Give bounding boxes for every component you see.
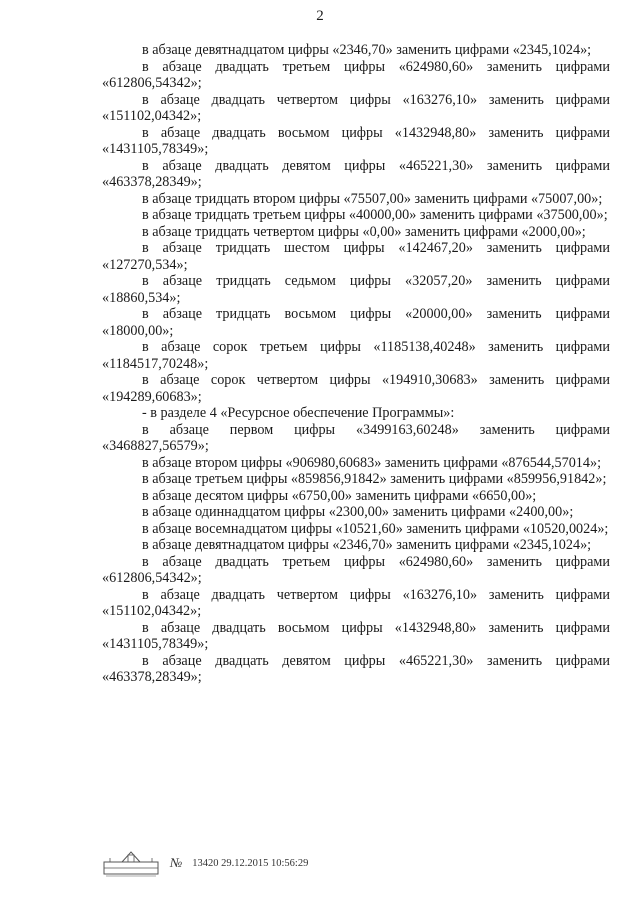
amendment-paragraph: в абзаце первом цифры «3499163,60248» заменить цифрами «3468827,56579»; [102,421,610,454]
amendment-paragraph: - в разделе 4 «Ресурсное обеспечение Программы»: [142,405,455,421]
amendment-paragraph: в абзаце двадцать девятом цифры «465221,30» заменить цифрами «463378,28349»; [102,652,610,685]
amendment-paragraph: в абзаце третьем цифры «859856,91842» заменить цифрами «859956,91842»; [142,471,607,487]
amendment-paragraph: в абзаце десятом цифры «6750,00» заменить цифрами «6650,00»; [142,487,537,504]
page-number: 2 [316,8,324,24]
amendment-paragraph: в абзаце двадцать третьем цифры «624980,60» заменить цифрами «612806,54342»; [102,58,610,91]
amendment-paragraph: в абзаце девятнадцатом цифры «2346,70» заменить цифрами «2345,1024»; [142,537,592,553]
amendment-paragraph: в абзаце сорок третьем цифры «1185138,40248» заменить цифрами «1184517,70248»; [102,339,610,372]
amendment-paragraph: в абзаце тридцать втором цифры «75507,00» заменить цифрами «75007,00»; [142,190,603,207]
amendment-paragraph: в абзаце двадцать девятом цифры «465221,30» заменить цифрами «463378,28349»; [102,157,610,190]
amendment-paragraph: в абзаце двадцать четвертом цифры «163276,10» заменить цифрами «151102,04342»; [102,91,610,124]
amendment-paragraph: в абзаце втором цифры «906980,60683» заменить цифрами «876544,57014»; [142,454,602,471]
amendment-paragraph: в абзаце тридцать третьем цифры «40000,00» заменить цифрами «37500,00»; [142,207,608,223]
document-body [102,42,610,686]
amendment-paragraph: в абзаце двадцать четвертом цифры «163276,10» заменить цифрами «151102,04342»; [102,586,610,619]
registration-mark: № [170,855,183,870]
amendment-paragraph: в абзаце тридцать восьмом цифры «20000,00» заменить цифрами «18000,00»; [102,306,610,339]
amendment-paragraph: в абзаце одиннадцатом цифры «2300,00» заменить цифрами «2400,00»; [142,504,574,520]
building-stamp-icon [102,848,160,878]
amendment-paragraph: в абзаце двадцать восьмом цифры «1432948,80» заменить цифрами «1431105,78349»; [102,124,610,157]
amendment-paragraph: в абзаце двадцать третьем цифры «624980,60» заменить цифрами «612806,54342»; [102,553,610,586]
amendment-paragraph: в абзаце двадцать восьмом цифры «1432948,80» заменить цифрами «1431105,78349»; [102,619,610,652]
amendment-paragraph: в абзаце девятнадцатом цифры «2346,70» заменить цифрами «2345,1024»; [142,42,592,58]
amendment-paragraph: в абзаце сорок четвертом цифры «194910,30683» заменить цифрами «194289,60683»; [102,372,610,405]
amendment-paragraph: в абзаце восемнадцатом цифры «10521,60» заменить цифрами «10520,0024»; [142,520,609,537]
registration-stamp: 13420 29.12.2015 10:56:29 [192,857,309,869]
footer-stamp [102,848,308,878]
amendment-paragraph: в абзаце тридцать шестом цифры «142467,20» заменить цифрами «127270,534»; [102,240,610,273]
amendment-paragraph: в абзаце тридцать седьмом цифры «32057,20» заменить цифрами «18860,534»; [102,273,610,306]
amendment-paragraph: в абзаце тридцать четвертом цифры «0,00» заменить цифрами «2000,00»; [142,223,586,240]
